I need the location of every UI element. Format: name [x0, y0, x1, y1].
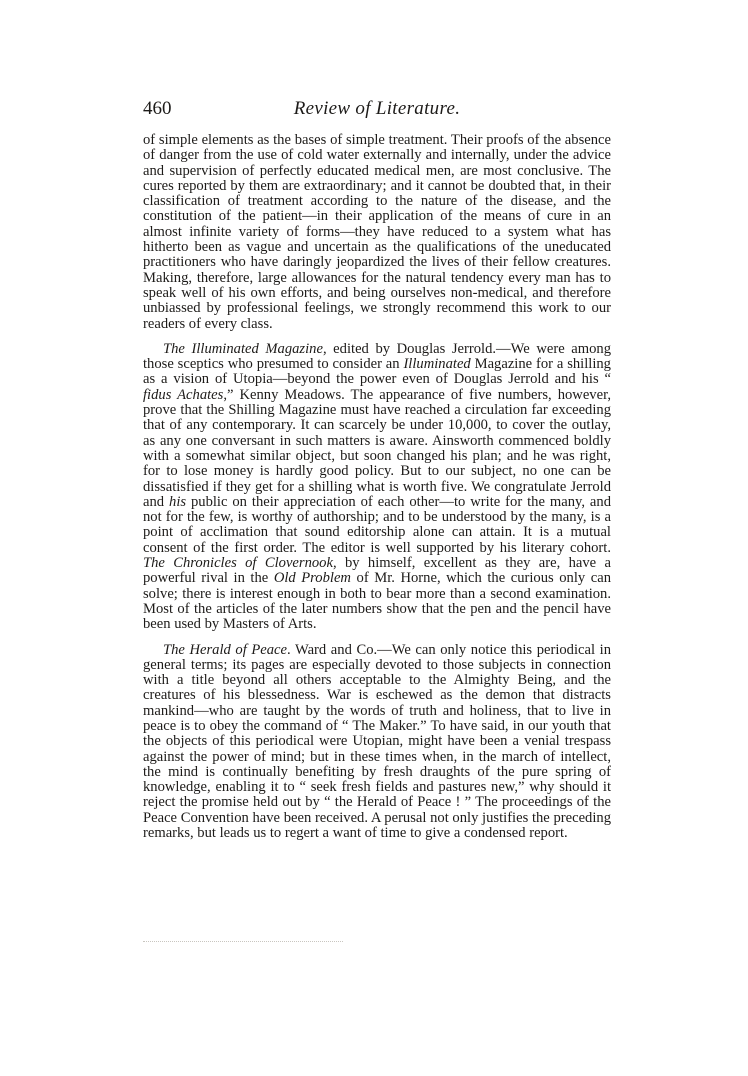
paragraph-herald-of-peace: The Herald of Peace. Ward and Co.—We can only notice this periodical in general terms; its pages are especially devoted to those subjects in connection with a title beyond all others acceptable to the Almighty Being, and the creatures of his blessedness. War is eschewed as the demon that distracts mankind—who are taught by the words of truth and holiness, that to live in peace is to obey the command of “ The Maker.” To have said, in our youth that the objects of this periodical were Utopian, might have been a venial trespass against the power of mind; but in these times when, in the march of intellect, the mind is continually benefiting by fresh draughts of the pure spring of knowledge, enabling it to “ seek fresh fields and pastures new,” why should it reject the promise held out by “ the Herald of Peace ! ” The proceedings of the Peace Convention have been received. A perusal not only justifies the preceding remarks, but leads us to regert a want of time to give a condensed report. [143, 641, 611, 842]
page-body [143, 133, 611, 841]
page-number: 460 [143, 98, 172, 119]
review-title-illuminated-magazine: The Illuminated Magazine [163, 340, 323, 357]
review-title-herald-of-peace: The Herald of Peace [163, 641, 287, 658]
paragraph-hydropathy-continued: of simple elements as the bases of simple treatment. Their proofs of the absence of danger from the use of cold water externally and internally, under the advice and supervision of perfectly educated medical men, are most conclusive. The cures reported by them are extraordinary; and it cannot be doubted that, in their classification of treatment according to the nature of the disease, and the constitution of the patient—in their application of the means of cure in an almost infinite variety of forms—they have reduced to a system what has hitherto been as vague and uncertain as the qualifications of the uneducated practitioners who have daringly jeopardized the lives of their fellow creatures. Making, therefore, large allowances for the natural tendency every man has to speak well of his own efforts, and being ourselves non-medical, and therefore unbiassed by professional feelings, we strongly recommend this work to our readers of every class. [143, 132, 611, 332]
page-header [143, 98, 611, 124]
print-specks-divider [143, 941, 343, 948]
paragraph-illuminated-magazine: The Illuminated Magazine, edited by Douglas Jerrold.—We were among those sceptics who presumed to consider an Illuminated Magazine for a shilling as a vision of Utopia—beyond the power even of Douglas Jerrold and his “ fidus Achates,” Kenny Meadows. The appearance of five numbers, however, prove that the Shilling Magazine must have reached a circulation far exceeding that of any contemporary. It can scarcely be under 10,000, to cover the outlay, as any one conversant in such matters is aware. Ainsworth commenced boldly with a somewhat similar object, but soon changed his plan; and he was right, for to lose money is hardly good policy. But to our subject, no one can be dissatisfied if they get for a shilling what is worth five. We congratulate Jerrold and his public on their appreciation of each other—to write for the many, and not for the few, is worthy of authorship; and to be understood by the many, is a point of acclimation that sound editorship alone can attain. It is a mutual consent of the first order. The editor is well supported by his literary cohort. The Chronicles of Clovernook, by himself, excellent as they are, have a powerful rival in the Old Problem of Mr. Horne, which the curious only can solve; there is interest enough in both to bear more than a second examination. Most of the articles of the later numbers show that the pen and the pencil have been used by Masters of Arts. [143, 340, 612, 633]
running-title: Review of Literature. [293, 98, 461, 119]
